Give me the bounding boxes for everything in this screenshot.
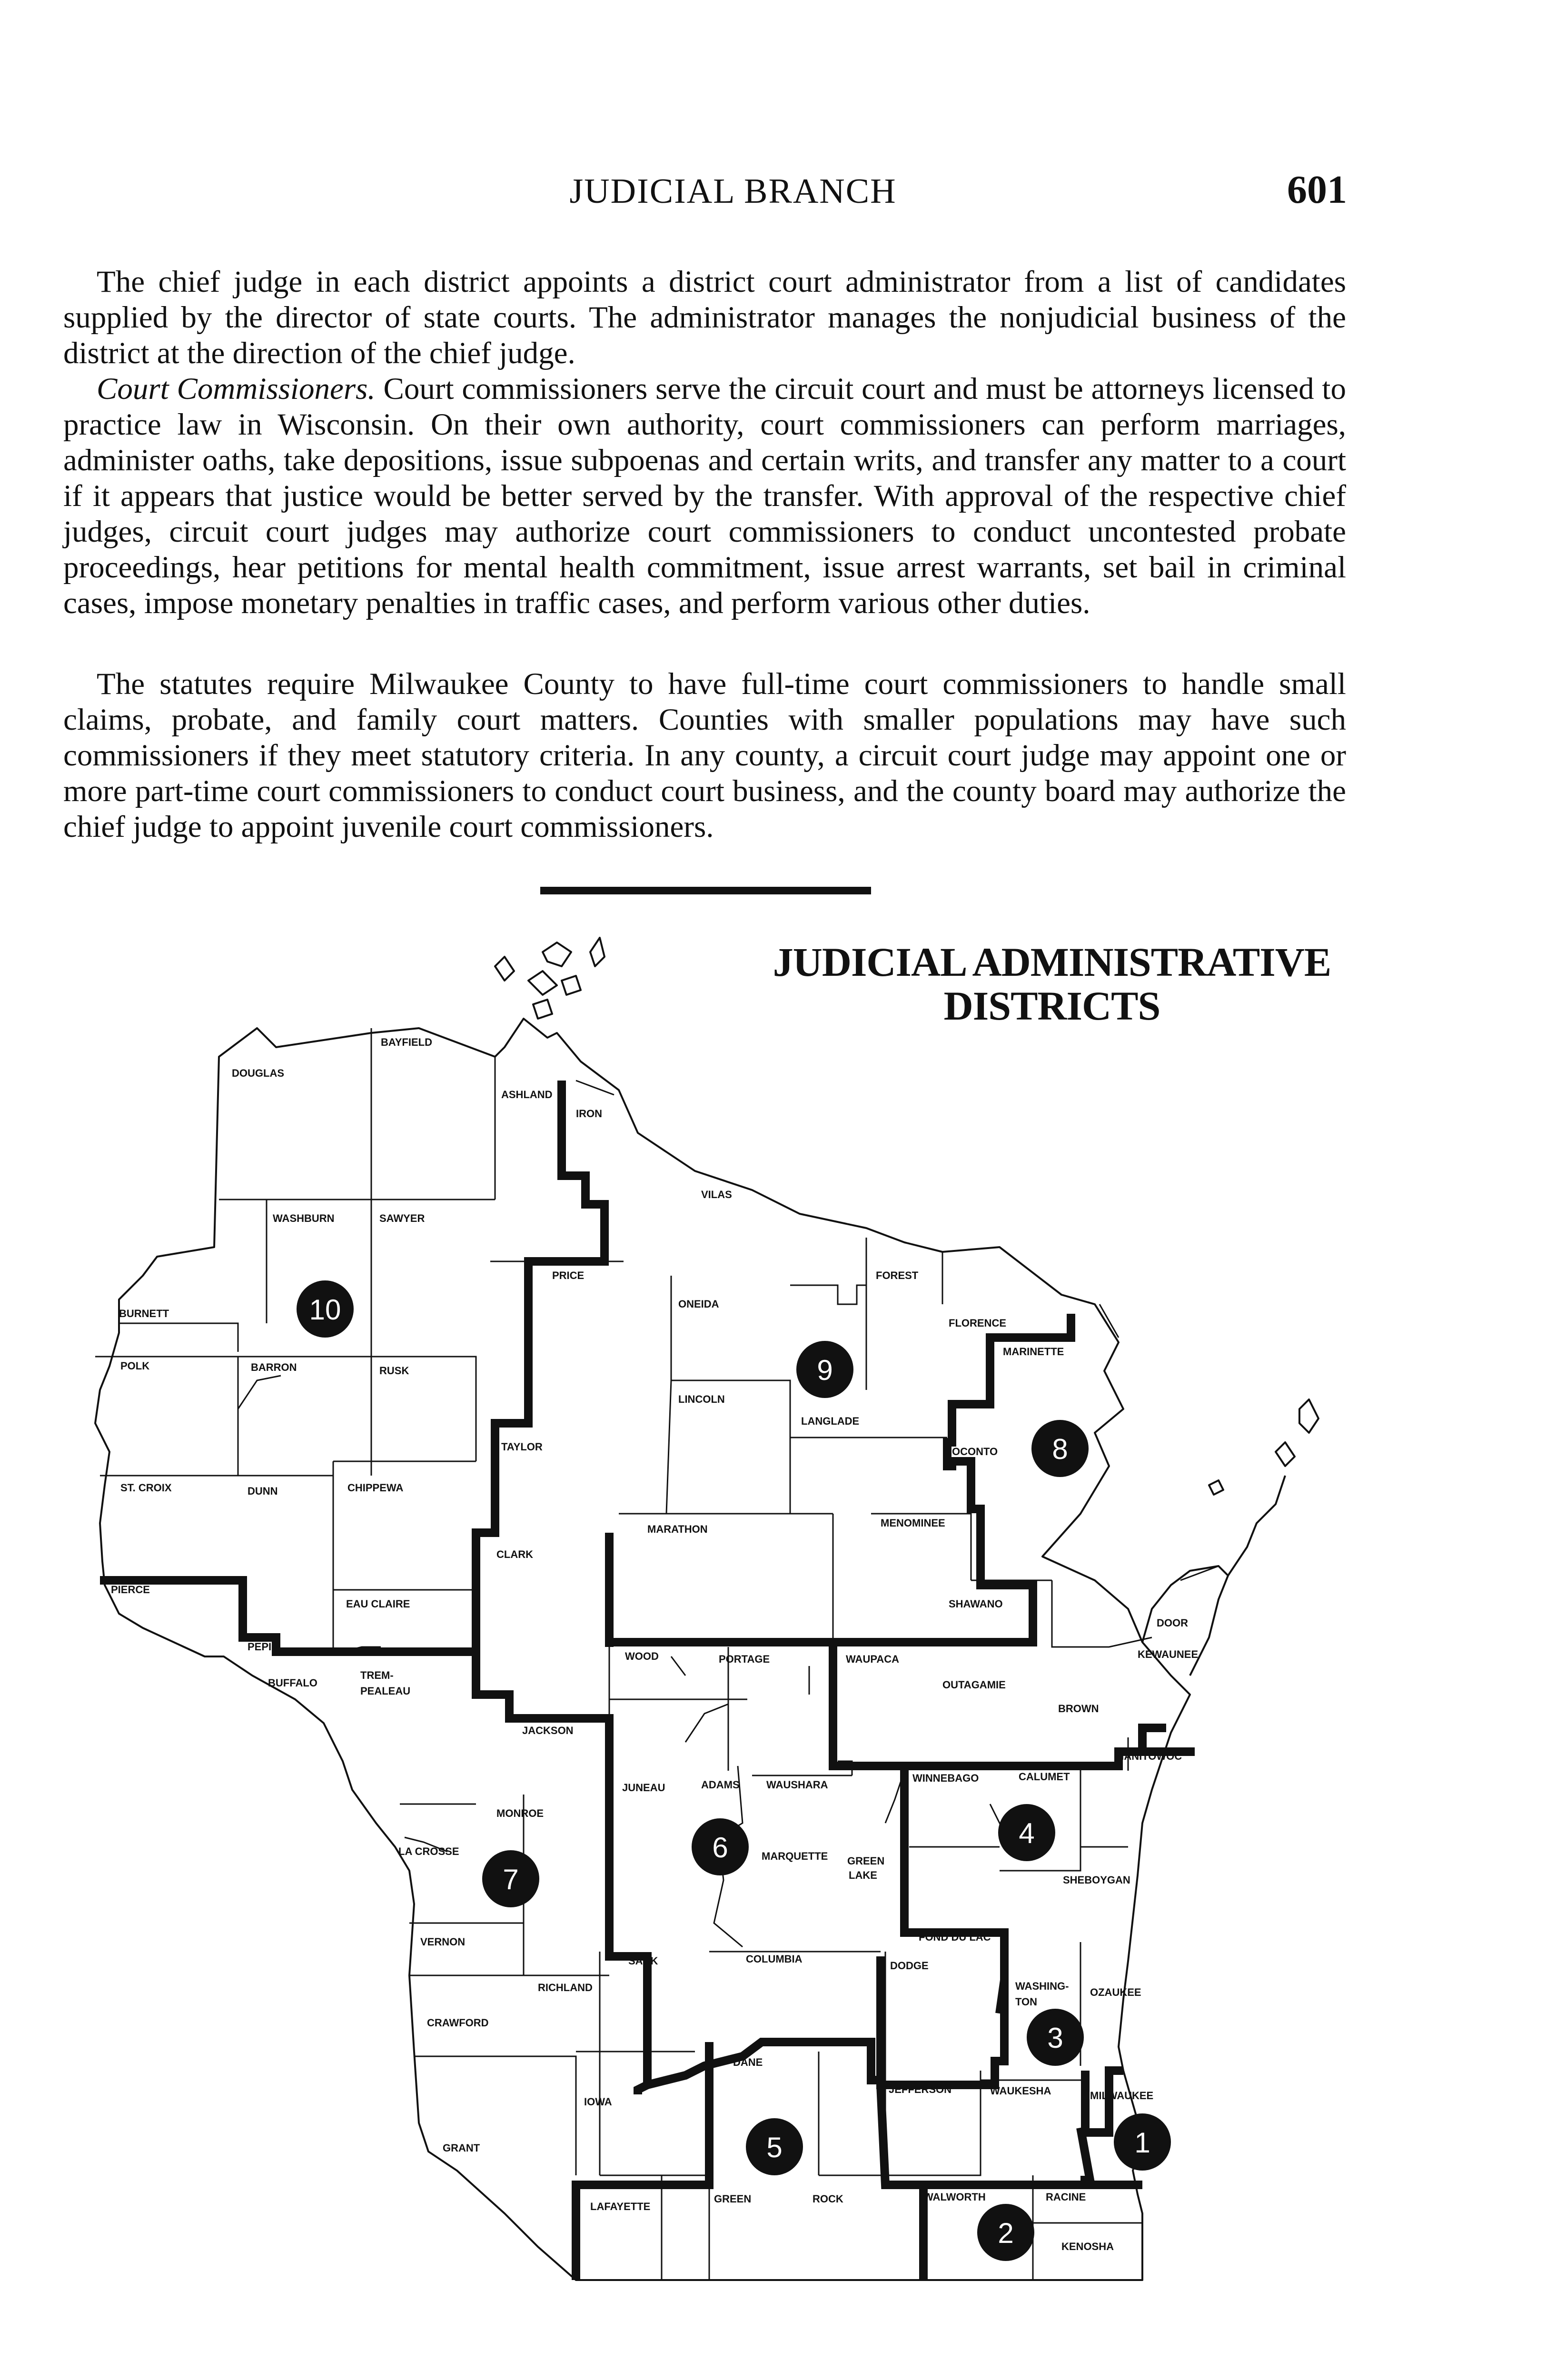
county-label: MENOMINEE [881, 1517, 945, 1529]
county-label: LA CROSSE [398, 1845, 459, 1857]
map-title-line-2: DISTRICTS [943, 983, 1160, 1029]
county-label: RACINE [1046, 2191, 1086, 2203]
county-label: BARRON [251, 1361, 297, 1373]
county-label: VILAS [701, 1189, 732, 1200]
county-label: MILWAUKEE [1090, 2090, 1154, 2102]
county-label: SAUK [628, 1955, 658, 1967]
county-label: WOOD [625, 1650, 659, 1662]
district-marker-10 [297, 1280, 354, 1338]
district-marker-5 [746, 2118, 803, 2175]
county-label: LINCOLN [678, 1393, 725, 1405]
svg-text:5: 5 [766, 2132, 783, 2163]
paragraph-run-in-heading: Court Commissioners. [97, 372, 376, 406]
svg-text:3: 3 [1047, 2022, 1063, 2054]
district-marker-9 [796, 1341, 853, 1398]
county-label: PRICE [552, 1269, 585, 1281]
county-label: MARQUETTE [762, 1850, 828, 1862]
county-label: WINNEBAGO [912, 1772, 979, 1784]
county-label: LANGLADE [801, 1415, 860, 1427]
county-label: CLARK [496, 1548, 533, 1560]
county-label: PEPIN [248, 1641, 279, 1653]
county-label: PEALEAU [360, 1685, 411, 1697]
county-label: ADAMS [701, 1779, 740, 1791]
county-label: OCONTO [952, 1446, 998, 1458]
county-label: WALWORTH [923, 2191, 986, 2203]
county-label: CRAWFORD [427, 2017, 489, 2029]
county-label: DOUGLAS [232, 1067, 284, 1079]
county-label: SHAWANO [949, 1598, 1003, 1610]
county-label: GREEN [714, 2193, 752, 2205]
district-marker-2 [977, 2204, 1034, 2261]
county-label: FOREST [876, 1269, 919, 1281]
county-label: PORTAGE [719, 1653, 770, 1665]
county-label: MARINETTE [1003, 1346, 1064, 1358]
district-marker-7 [482, 1850, 539, 1907]
county-label: IRON [576, 1108, 602, 1120]
county-label: POLK [120, 1360, 150, 1372]
county-label: WAUPACA [846, 1653, 900, 1665]
county-label: BURNETT [119, 1308, 169, 1319]
county-label: IOWA [584, 2096, 612, 2108]
county-label: GREEN [847, 1855, 885, 1867]
county-label: OZAUKEE [1090, 1986, 1141, 1998]
county-label: SAWYER [379, 1212, 425, 1224]
district-boundaries [100, 1081, 1195, 2280]
county-label: JEFFERSON [889, 2083, 952, 2095]
county-label: MONROE [496, 1807, 544, 1819]
county-label: ROCK [813, 2193, 843, 2205]
county-label: DANE [733, 2056, 763, 2068]
county-label: TON [1015, 1996, 1038, 2008]
county-label: TREM- [360, 1669, 394, 1681]
county-label: JACKSON [522, 1725, 574, 1736]
county-label: RUSK [379, 1365, 409, 1377]
county-label: DOOR [1157, 1617, 1188, 1629]
svg-text:10: 10 [309, 1294, 341, 1326]
county-label: DUNN [248, 1485, 278, 1497]
county-label: FLORENCE [949, 1317, 1006, 1329]
svg-text:4: 4 [1019, 1817, 1035, 1849]
county-label: SHEBOYGAN [1063, 1874, 1130, 1886]
district-marker-4 [998, 1804, 1055, 1861]
district-marker-8 [1031, 1420, 1089, 1477]
county-label: MANITOWOC [1115, 1750, 1182, 1762]
county-label: EAU CLAIRE [346, 1598, 410, 1610]
svg-text:8: 8 [1052, 1433, 1068, 1465]
county-label: PIERCE [111, 1584, 150, 1596]
svg-text:9: 9 [817, 1354, 833, 1386]
county-label: RICHLAND [538, 1982, 593, 1993]
district-marker-1 [1114, 2113, 1171, 2171]
county-label: FOND DU LAC [919, 1931, 991, 1943]
svg-text:1: 1 [1134, 2127, 1150, 2159]
svg-text:7: 7 [503, 1864, 519, 1895]
county-label: BAYFIELD [381, 1036, 432, 1048]
county-label: DODGE [890, 1960, 929, 1972]
county-label: KEWAUNEE [1138, 1648, 1199, 1660]
county-label: ST. CROIX [120, 1482, 172, 1494]
page-number: 601 [1287, 168, 1347, 212]
county-label: MARATHON [647, 1523, 708, 1535]
county-label: WAUSHARA [766, 1779, 828, 1791]
county-label: KENOSHA [1061, 2241, 1114, 2252]
running-header: JUDICIAL BRANCH [569, 172, 897, 211]
district-marker-6 [692, 1818, 749, 1875]
county-label: WASHBURN [273, 1212, 335, 1224]
county-label: VERNON [420, 1936, 466, 1948]
county-label: LAFAYETTE [590, 2201, 651, 2212]
county-label: OUTAGAMIE [942, 1679, 1006, 1691]
county-label: CHIPPEWA [347, 1482, 404, 1494]
county-label: TAYLOR [501, 1441, 543, 1453]
county-label: LAKE [849, 1869, 877, 1881]
district-marker-3 [1027, 2009, 1084, 2066]
county-label: GRANT [443, 2142, 480, 2154]
county-label: COLUMBIA [746, 1953, 803, 1965]
map-title-line-1: JUDICIAL ADMINISTRATIVE [773, 939, 1331, 985]
county-label: WASHING- [1015, 1980, 1069, 1992]
paragraph-body: Court commissioners serve the circuit court and must be attorneys licensed to practice law in Wisconsin. On their own authority, court commissioners can perform marriages, administer oaths, take depositions, issue subpoenas and certain writs, and transfer any matter to a court if it appears that justice would be better served by the transfer. With approval of the respective chief judges, circuit court judges may authorize court commissioners to conduct uncontested probate proceedings, hear petitions for mental health commitment, issue arrest warrants, set bail in criminal cases, impose monetary penalties in traffic cases, and perform various other duties. [63, 372, 1346, 620]
county-label: BUFFALO [268, 1677, 317, 1689]
county-label: ONEIDA [678, 1298, 719, 1310]
paragraph-administrator: The chief judge in each district appoints a district court administrator from a list of candidates supplied by the director of state courts. The administrator manages the nonjudicial business of the district at the direction of the chief judge. [63, 265, 1346, 370]
county-label: ASHLAND [501, 1089, 553, 1101]
county-label: WAUKESHA [990, 2085, 1051, 2097]
paragraph-statutes: The statutes require Milwaukee County to have full-time court commissioners to handle small claims, probate, and family court matters. Counties with smaller populations may have such commissioners if they meet statutory criteria. In any county, a circuit court judge may appoint one or more part-time court commissioners to conduct court business, and the county board may authorize the chief judge to appoint juvenile court commissioners. [63, 667, 1346, 844]
county-label: BROWN [1058, 1703, 1099, 1715]
svg-text:2: 2 [998, 2217, 1014, 2249]
county-label: JUNEAU [622, 1782, 665, 1794]
svg-text:6: 6 [712, 1832, 728, 1864]
county-label: CALUMET [1019, 1771, 1070, 1783]
